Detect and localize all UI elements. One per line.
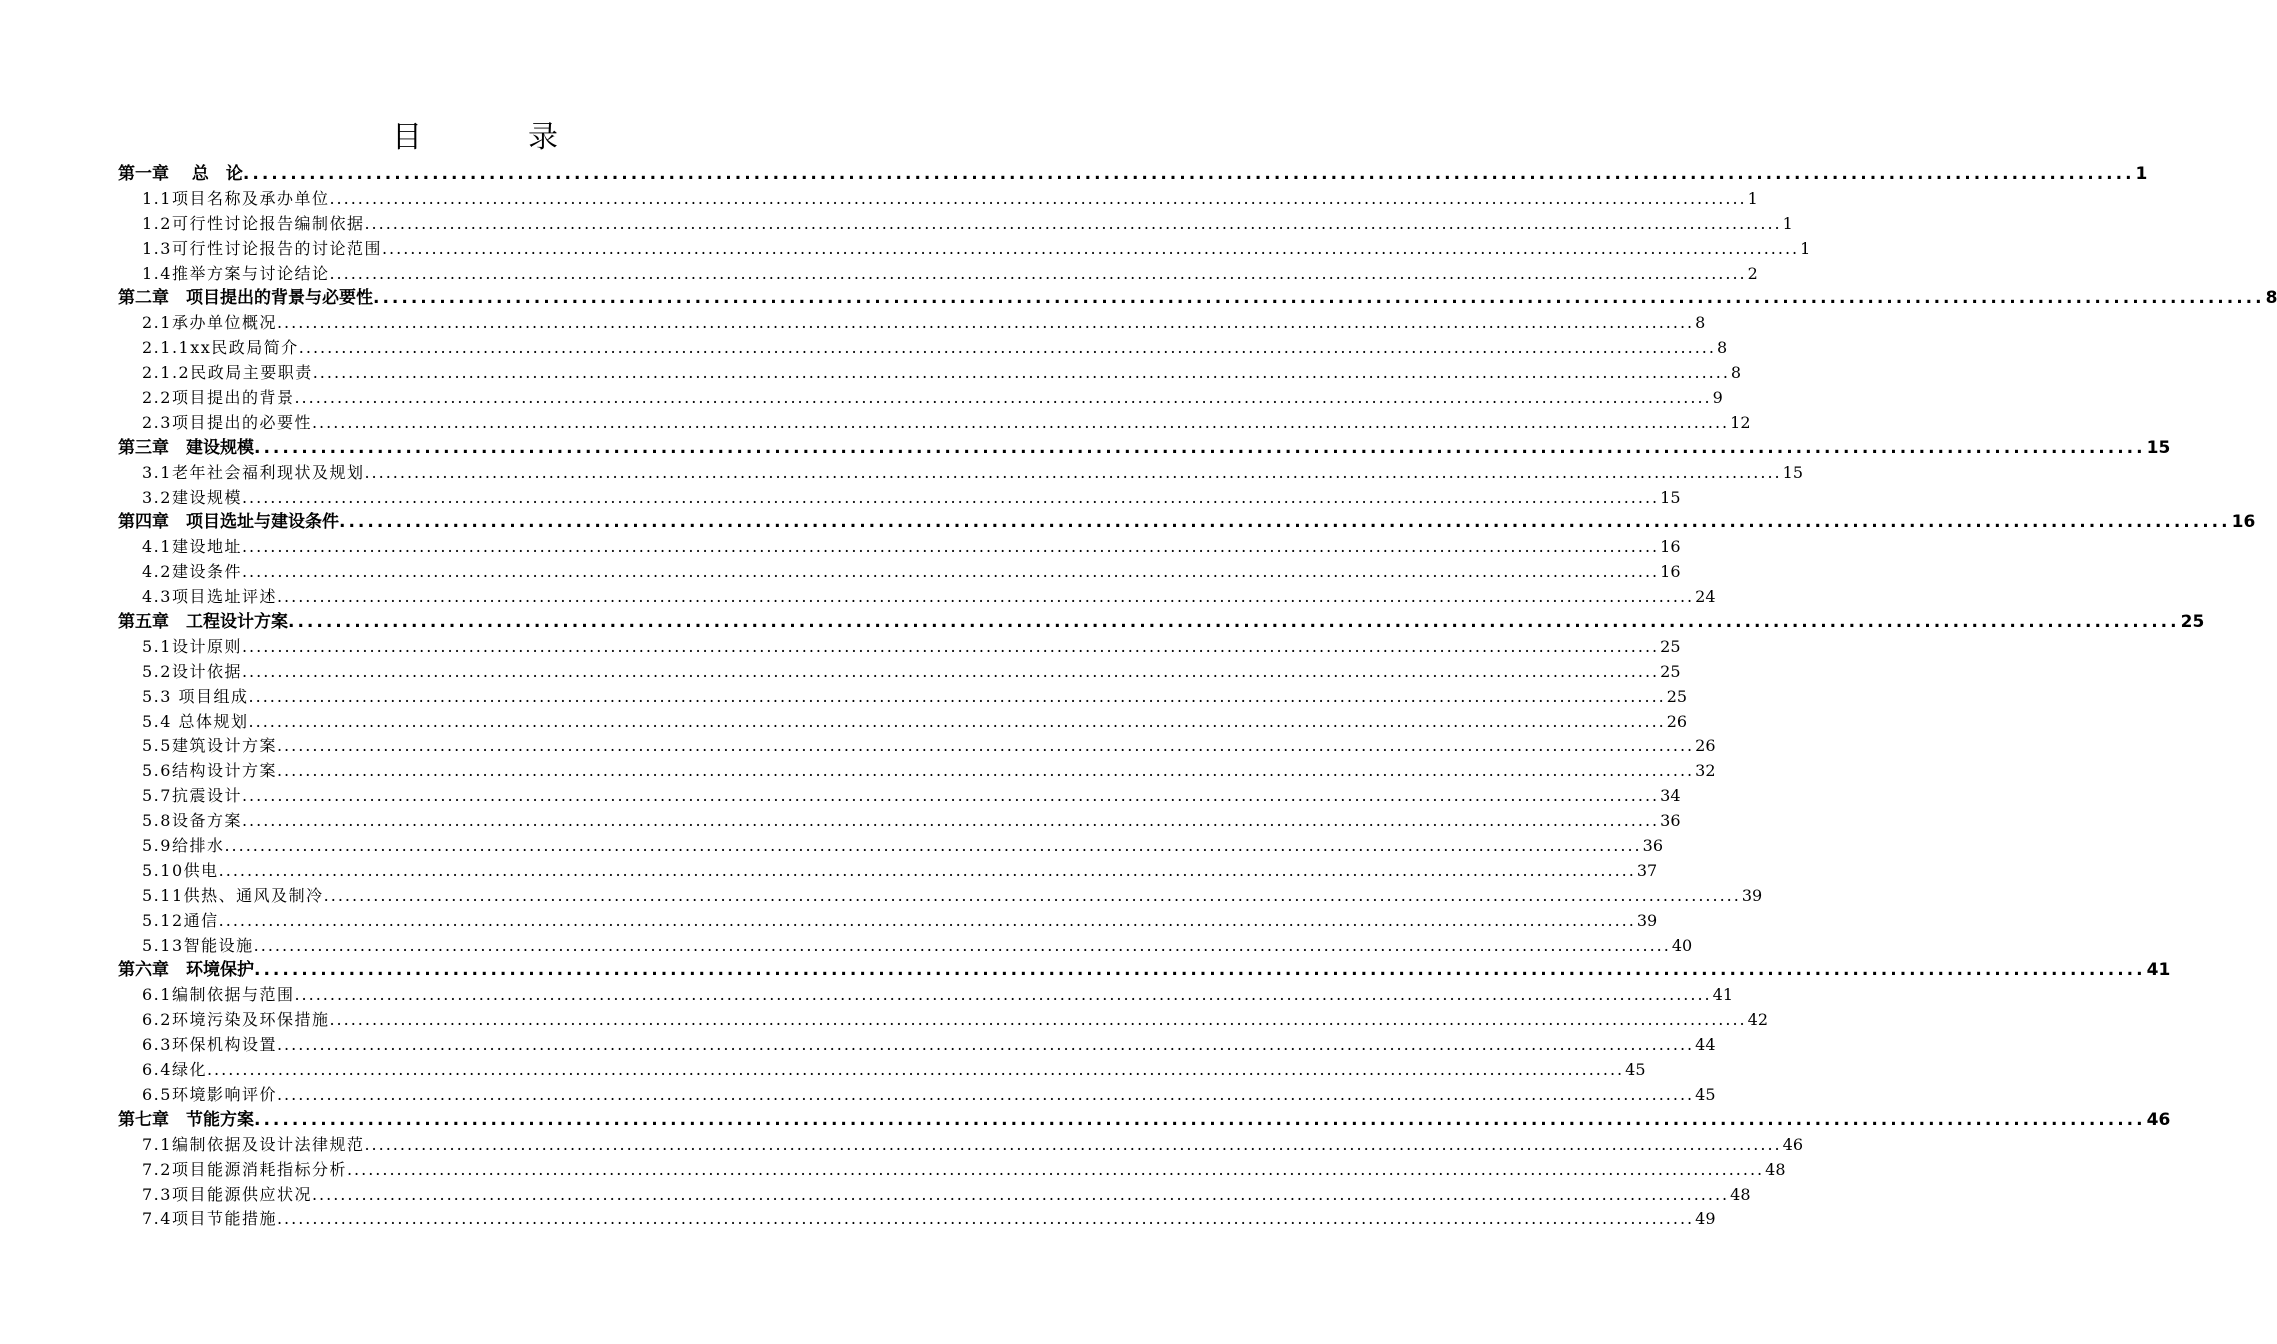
toc-entry-label: 5.6结构设计方案: [142, 761, 277, 781]
toc-page-number: 39: [1636, 910, 1658, 930]
toc-page-number: 25: [1666, 686, 1688, 706]
toc-page-number: 25: [2180, 612, 2205, 633]
toc-leader-dots: ........................................................................................................................................................................................................: [288, 612, 2180, 633]
toc-leader-dots: ........................................................................................................................................................................................................: [241, 537, 1660, 557]
toc-page-number: 24: [1695, 587, 1716, 607]
toc-entry-label: 6.4绿化: [142, 1060, 207, 1080]
toc-leader-dots: ........................................................................................................................................................................................................: [241, 487, 1660, 507]
toc-leader-dots: ........................................................................................................................................................................................................: [276, 1209, 1695, 1229]
toc-section-entry[interactable]: [118, 187, 1758, 212]
toc-page-number: 26: [1666, 711, 1688, 731]
toc-section-entry[interactable]: [118, 1158, 1786, 1183]
toc-page-number: 16: [1660, 537, 1681, 557]
toc-leader-dots: ........................................................................................................................................................................................................: [339, 512, 2231, 533]
toc-chapter-entry[interactable]: [118, 162, 2148, 187]
toc-entry-label: 4.3项目选址评述: [142, 587, 277, 607]
toc-page-number: 39: [1741, 885, 1763, 905]
toc-entry-label: 第四章 项目选址与建设条件: [118, 512, 339, 533]
toc-entry-label: 4.2建设条件: [142, 562, 242, 582]
toc-leader-dots: ........................................................................................................................................................................................................: [241, 562, 1660, 582]
toc-entry-label: 2.3项目提出的必要性: [142, 412, 312, 432]
toc-entry-label: 5.4 总体规划: [142, 711, 249, 731]
toc-section-entry[interactable]: [118, 1033, 1716, 1058]
toc-leader-dots: ........................................................................................................................................................................................................: [276, 313, 1695, 333]
toc-page-number: 15: [1782, 462, 1803, 482]
toc-entry-label: 5.1设计原则: [142, 636, 242, 656]
toc-section-entry[interactable]: [118, 1183, 1751, 1208]
toc-leader-dots: ........................................................................................................................................................................................................: [329, 263, 1747, 283]
toc-leader-dots: ........................................................................................................................................................................................................: [294, 388, 1712, 407]
toc-leader-dots: ........................................................................................................................................................................................................: [298, 338, 1716, 358]
toc-page-number: 37: [1636, 860, 1658, 880]
toc-page-number: 2: [1747, 263, 1758, 283]
toc-page-number: 45: [1695, 1084, 1716, 1104]
toc-section-entry[interactable]: [118, 237, 1811, 262]
toc-leader-dots: ........................................................................................................................................................................................................: [294, 985, 1712, 1005]
toc-entry-label: 5.7抗震设计: [142, 786, 242, 806]
toc-chapter-entry[interactable]: [118, 436, 2171, 461]
toc-leader-dots: ........................................................................................................................................................................................................: [254, 960, 2146, 981]
toc-section-entry[interactable]: [118, 784, 1681, 809]
toc-page-number: 48: [1765, 1159, 1786, 1179]
toc-section-entry[interactable]: [118, 1058, 1646, 1083]
toc-section-entry[interactable]: [118, 660, 1681, 685]
toc-chapter-entry[interactable]: [118, 1108, 2171, 1133]
toc-leader-dots: ........................................................................................................................................................................................................: [311, 412, 1730, 432]
toc-leader-dots: ........................................................................................................................................................................................................: [241, 811, 1660, 831]
toc-entry-label: 1.1项目名称及承办单位: [142, 188, 330, 208]
toc-entry-label: 3.1老年社会福利现状及规划: [142, 462, 365, 482]
toc-section-entry[interactable]: [118, 560, 1681, 585]
toc-leader-dots: ........................................................................................................................................................................................................: [254, 437, 2146, 458]
toc-page-number: 16: [1660, 562, 1681, 582]
toc-leader-dots: ........................................................................................................................................................................................................: [276, 761, 1695, 781]
toc-leader-dots: ........................................................................................................................................................................................................: [364, 1134, 1782, 1154]
toc-entry-label: 5.10供电: [142, 860, 219, 880]
toc-chapter-entry[interactable]: [118, 610, 2205, 635]
toc-section-entry[interactable]: [118, 461, 1803, 486]
toc-page-number: 46: [2146, 1109, 2171, 1130]
toc-page-number: 42: [1747, 1010, 1768, 1030]
toc-chapter-entry[interactable]: [118, 286, 2277, 311]
toc-leader-dots: ........................................................................................................................................................................................................: [241, 636, 1660, 656]
toc-entry-label: 3.2建设规模: [142, 487, 242, 507]
toc-page-number: 25: [1660, 661, 1681, 681]
toc-entry-label: 1.3可行性讨论报告的讨论范围: [142, 238, 382, 258]
toc-entry-label: 第一章 总 论: [118, 163, 243, 184]
toc-section-entry[interactable]: [118, 212, 1793, 237]
toc-leader-dots: ........................................................................................................................................................................................................: [276, 1084, 1695, 1104]
toc-entry-label: 1.4推举方案与讨论结论: [142, 263, 330, 283]
toc-page-number: 1: [1782, 213, 1793, 233]
toc-page-number: 8: [2265, 288, 2277, 309]
toc-page-number: 48: [1730, 1184, 1751, 1204]
toc-entry-label: 5.3 项目组成: [142, 686, 249, 706]
toc-entry-label: 第五章 工程设计方案: [118, 612, 288, 633]
toc-page-number: 8: [1695, 313, 1706, 333]
toc-section-entry[interactable]: [118, 983, 1733, 1008]
toc-leader-dots: ........................................................................................................................................................................................................: [241, 786, 1660, 806]
toc-section-entry[interactable]: [118, 934, 1693, 959]
toc-section-entry[interactable]: [118, 585, 1716, 610]
toc-page-number: 15: [2146, 437, 2171, 458]
toc-leader-dots: ........................................................................................................................................................................................................: [242, 163, 2135, 184]
toc-leader-dots: ........................................................................................................................................................................................................: [346, 1159, 1765, 1179]
toc-section-entry[interactable]: [118, 834, 1663, 859]
toc-entry-label: 5.11供热、通风及制冷: [142, 885, 324, 905]
toc-section-entry[interactable]: [118, 884, 1763, 909]
toc-entry-label: 5.13智能设施: [142, 935, 254, 955]
toc-page-number: 45: [1625, 1060, 1646, 1080]
toc-entry-label: 7.2项目能源消耗指标分析: [142, 1159, 347, 1179]
toc-section-entry[interactable]: [118, 1133, 1803, 1158]
toc-entry-label: 2.1承办单位概况: [142, 313, 277, 333]
page-title: 目 录: [392, 120, 596, 155]
toc-entry-label: 5.12通信: [142, 910, 219, 930]
toc-page-number: 41: [1712, 985, 1733, 1005]
toc-section-entry[interactable]: [118, 336, 1728, 361]
toc-entry-label: 第二章 项目提出的背景与必要性: [118, 288, 373, 309]
toc-entry-label: 5.8设备方案: [142, 811, 242, 831]
toc-entry-label: 第三章 建设规模: [118, 437, 254, 458]
toc-page-number: 34: [1660, 786, 1681, 806]
toc-entry-label: 6.1编制依据与范围: [142, 985, 295, 1005]
toc-section-entry[interactable]: [118, 262, 1758, 287]
toc-page-number: 12: [1730, 412, 1751, 432]
toc-leader-dots: ........................................................................................................................................................................................................: [224, 836, 1642, 856]
toc-entry-label: 6.3环保机构设置: [142, 1035, 277, 1055]
toc-leader-dots: ........................................................................................................................................................................................................: [218, 860, 1636, 880]
toc-section-entry[interactable]: [118, 859, 1658, 884]
toc-page-number: 1: [1800, 238, 1811, 258]
toc-page-number: 8: [1730, 363, 1742, 383]
toc-section-entry[interactable]: [118, 909, 1658, 934]
toc-entry-label: 5.2设计依据: [142, 661, 242, 681]
toc-leader-dots: ........................................................................................................................................................................................................: [311, 1184, 1730, 1204]
toc-page-number: 49: [1695, 1209, 1716, 1229]
toc-leader-dots: ........................................................................................................................................................................................................: [276, 587, 1695, 607]
toc-leader-dots: ........................................................................................................................................................................................................: [312, 363, 1730, 383]
toc-leader-dots: ........................................................................................................................................................................................................: [241, 661, 1660, 681]
toc-entry-label: 1.2可行性讨论报告编制依据: [142, 213, 365, 233]
table-of-contents: [118, 162, 2277, 1232]
toc-entry-label: 6.2环境污染及环保措施: [142, 1010, 330, 1030]
toc-leader-dots: ........................................................................................................................................................................................................: [364, 213, 1782, 233]
toc-leader-dots: ........................................................................................................................................................................................................: [206, 1060, 1625, 1080]
toc-leader-dots: ........................................................................................................................................................................................................: [253, 935, 1671, 955]
toc-leader-dots: ........................................................................................................................................................................................................: [254, 1109, 2146, 1130]
toc-entry-label: 4.1建设地址: [142, 537, 242, 557]
toc-leader-dots: ........................................................................................................................................................................................................: [329, 188, 1747, 208]
toc-chapter-entry[interactable]: [118, 959, 2171, 984]
toc-entry-label: 第七章 节能方案: [118, 1109, 254, 1130]
toc-section-entry[interactable]: [118, 535, 1681, 560]
toc-entry-label: 2.1.2民政局主要职责: [142, 363, 313, 383]
toc-page-number: 1: [2135, 163, 2148, 184]
toc-section-entry[interactable]: [118, 1008, 1768, 1033]
toc-section-entry[interactable]: [118, 685, 1688, 710]
toc-section-entry[interactable]: [118, 1083, 1716, 1108]
toc-section-entry[interactable]: [118, 361, 1742, 386]
toc-leader-dots: ........................................................................................................................................................................................................: [276, 736, 1695, 756]
toc-page-number: 25: [1660, 636, 1681, 656]
toc-entry-label: 7.4项目节能措施: [142, 1209, 277, 1229]
toc-leader-dots: ........................................................................................................................................................................................................: [276, 1035, 1695, 1055]
toc-page-number: 1: [1747, 188, 1758, 208]
toc-page-number: 8: [1716, 338, 1728, 358]
toc-page-number: 26: [1695, 736, 1716, 756]
toc-section-entry[interactable]: [118, 809, 1681, 834]
toc-leader-dots: ........................................................................................................................................................................................................: [329, 1010, 1747, 1030]
toc-page-number: 16: [2231, 512, 2256, 533]
toc-entry-label: 6.5环境影响评价: [142, 1084, 277, 1104]
toc-entry-label: 5.5建筑设计方案: [142, 736, 277, 756]
toc-leader-dots: ........................................................................................................................................................................................................: [218, 910, 1636, 930]
toc-entry-label: 7.3项目能源供应状况: [142, 1184, 312, 1204]
toc-entry-label: 2.2项目提出的背景: [142, 388, 295, 407]
toc-entry-label: 7.1编制依据及设计法律规范: [142, 1134, 365, 1154]
toc-section-entry[interactable]: [118, 486, 1681, 511]
toc-section-entry[interactable]: [118, 635, 1681, 660]
toc-section-entry[interactable]: [118, 759, 1716, 784]
toc-page-number: 46: [1782, 1134, 1803, 1154]
toc-leader-dots: ........................................................................................................................................................................................................: [248, 686, 1666, 706]
toc-section-entry[interactable]: [118, 311, 1706, 336]
toc-section-entry[interactable]: [118, 386, 1723, 411]
toc-section-entry[interactable]: [118, 710, 1688, 735]
toc-leader-dots: ........................................................................................................................................................................................................: [373, 288, 2265, 309]
toc-entry-label: 5.9给排水: [142, 836, 225, 856]
toc-page-number: 36: [1660, 811, 1681, 831]
toc-page-number: 44: [1695, 1035, 1716, 1055]
toc-section-entry[interactable]: [118, 734, 1716, 759]
toc-entry-label: 2.1.1xx民政局简介: [142, 338, 299, 358]
toc-leader-dots: ........................................................................................................................................................................................................: [248, 711, 1666, 731]
toc-page-number: 32: [1695, 761, 1716, 781]
toc-entry-label: 第六章 环境保护: [118, 960, 254, 981]
toc-section-entry[interactable]: [118, 411, 1751, 436]
toc-page-number: 40: [1671, 935, 1693, 955]
toc-page-number: 9: [1712, 388, 1723, 407]
toc-page-number: 15: [1660, 487, 1681, 507]
toc-page-number: 41: [2146, 960, 2171, 981]
toc-leader-dots: ........................................................................................................................................................................................................: [381, 238, 1800, 258]
toc-page-number: 36: [1642, 836, 1663, 856]
toc-chapter-entry[interactable]: [118, 510, 2256, 535]
toc-leader-dots: ........................................................................................................................................................................................................: [323, 885, 1741, 905]
toc-section-entry[interactable]: [118, 1207, 1716, 1232]
toc-leader-dots: ........................................................................................................................................................................................................: [364, 462, 1782, 482]
